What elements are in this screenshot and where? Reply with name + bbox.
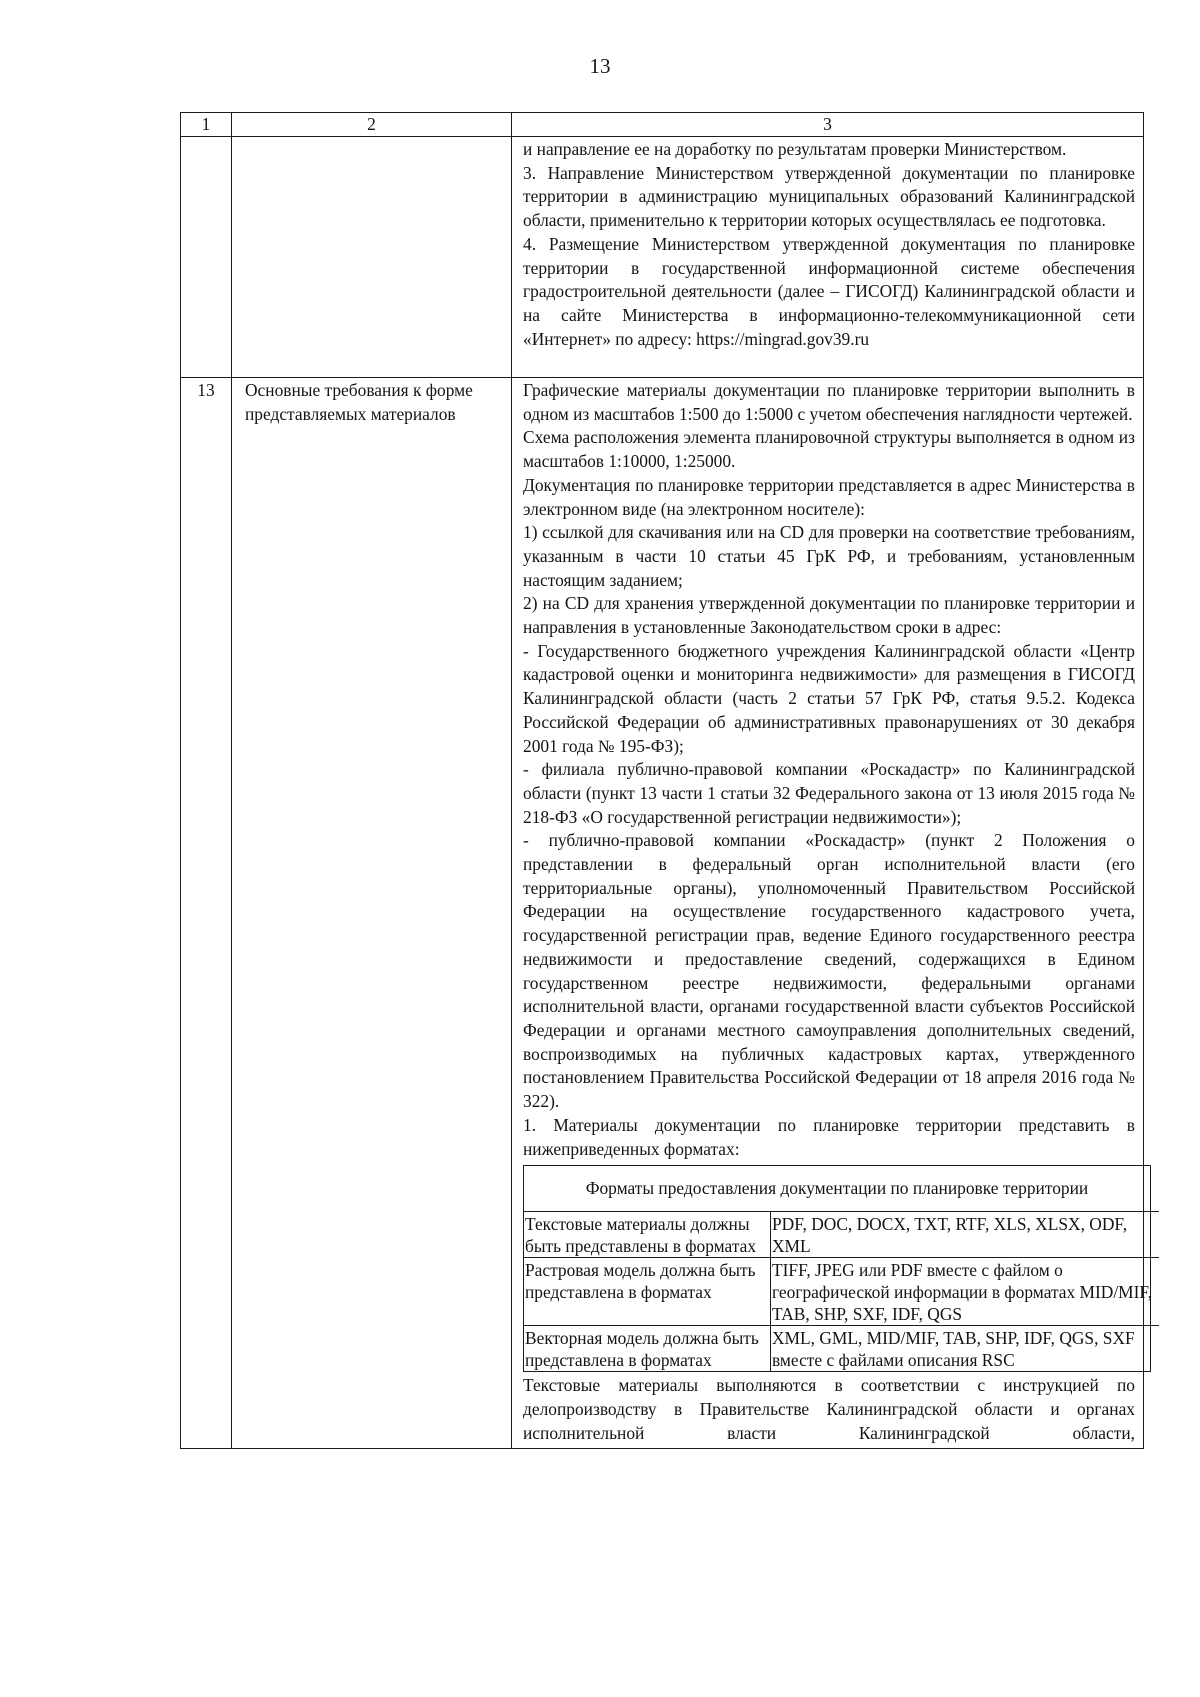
format-list: PDF, DOC, DOCX, TXT, RTF, XLS, XLSX, ODF, XML (771, 1212, 1160, 1258)
format-type: Текстовые материалы должны быть представлены в форматах (524, 1212, 771, 1258)
format-type: Растровая модель должна быть представлена в форматах (524, 1258, 771, 1326)
column-number-1: 1 (181, 113, 232, 137)
paragraph: Текстовые материалы выполняются в соответствии с инструкцией по делопроизводству в Правительстве Калининградской области и органах исполнительной власти Калининградской области, (523, 1375, 1135, 1443)
column-number-3: 3 (512, 113, 1144, 137)
paragraph: - филиала публично-правовой компании «Роскадастр» по Калининградской области (пункт 13 части 1 статьи 32 Федерального закона от 13 июля 2015 года № 218-ФЗ «О государственной регистрации недвижимости»); (523, 759, 1135, 827)
format-type: Векторная модель должна быть представлена в форматах (524, 1326, 771, 1372)
format-list: TIFF, JPEG или PDF вместе с файлом о географической информации в форматах MID/MIF, TAB, SHP, SXF, IDF, QGS (771, 1258, 1160, 1326)
paragraph: - Государственного бюджетного учреждения Калининградской области «Центр кадастровой оценки и мониторинга недвижимости» для размещения в ГИСОГД Калининградской области (часть 2 статьи 57 ГрК РФ, статья 9.5.2. Кодекса Российской Федерации об административных правонарушениях от 30 декабря 2001 года № 195-ФЗ); (523, 640, 1135, 756)
column-number-2: 2 (232, 113, 512, 137)
formats-row (524, 1212, 1159, 1258)
paragraph: 2) на CD для хранения утвержденной документации по планировке территории и направления в установленные Законодательством сроки в адрес: (523, 593, 1135, 638)
paragraph: и направление ее на доработку по результатам проверки Министерством. (523, 139, 1067, 159)
paragraph: 4. Размещение Министерством утвержденной документация по планировке территории в государственной информационной системе обеспечения градостроительной деятельности (далее – ГИСОГД) Калининградской области и на сайте Министерства в информационно-телекоммуникационной сети «Интернет» по адресу: https://mingrad.gov39.ru (523, 233, 1135, 349)
row-content-cell (512, 378, 1153, 1449)
format-list: XML, GML, MID/MIF, TAB, SHP, IDF, QGS, SXF вместе с файлами описания RSC (771, 1326, 1160, 1372)
row-number-cell: 13 (181, 378, 232, 1449)
paragraph: 1. Материалы документации по планировке территории представить в нижеприведенных форматах: (523, 1114, 1135, 1159)
paragraph: Графические материалы документации по планировке территории выполнить в одном из масштабов 1:500 до 1:5000 с учетом обеспечения наглядности чертежей. (523, 380, 1135, 424)
row-name-cell: Основные требования к форме представляемых материалов (232, 378, 512, 1449)
row-number-cell (181, 137, 232, 378)
formats-row (524, 1326, 1159, 1372)
table-header-row (181, 113, 1144, 137)
table-row-continuation (181, 137, 1144, 378)
paragraph: Документация по планировке территории представляется в адрес Министерства в электронном виде (на электронном носителе): (523, 474, 1135, 519)
row-content-cell (512, 137, 1144, 378)
paragraph: 3. Направление Министерством утвержденной документации по планировке территории в администрацию муниципальных образований Калининградской области, применительно к территории которых осуществлялась ее подготовка. (523, 162, 1135, 231)
paragraph: 1) ссылкой для скачивания или на CD для проверки на соответствие требованиям, указанным в части 10 статьи 45 ГрК РФ, и требованиям, установленным настоящим заданием; (523, 522, 1135, 590)
formats-table (524, 1211, 1159, 1371)
table-row-13 (181, 378, 1144, 1449)
formats-row (524, 1258, 1159, 1326)
paragraph: - публично-правовой компании «Роскадастр» (пункт 2 Положения о представлении в федеральный орган исполнительной власти (его территориальные органы), уполномоченный Правительством Российской Федерации на осуществление государственного кадастрового учета, государственной регистрации прав, ведение Единого государственного реестра недвижимости и предоставление сведений, содержащихся в Едином государственном реестре недвижимости, федеральными органами исполнительной власти, органами государственной власти субъектов Российской Федерации и органами местного самоуправления дополнительных сведений, воспроизводимых на публичных кадастровых картах, утвержденного постановлением Правительства Российской Федерации от 18 апреля 2016 года № 322). (523, 830, 1135, 1112)
page-number: 13 (589, 54, 611, 78)
formats-table-title: Форматы предоставления документации по планировке территории (585, 1178, 1089, 1199)
paragraph: Схема расположения элемента планировочной структуры выполняется в одном из масштабов 1:10000, 1:25000. (523, 427, 1135, 472)
row-name-cell (232, 137, 512, 378)
requirements-table (180, 112, 1153, 1449)
formats-table-box (523, 1165, 1151, 1372)
